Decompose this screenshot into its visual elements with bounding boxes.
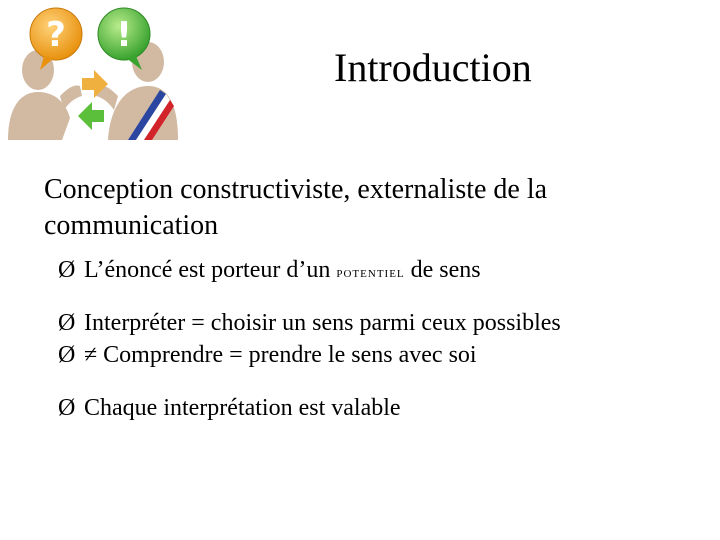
bullet-text-after: de sens	[404, 257, 481, 283]
bullet-arrow-icon: Ø	[58, 257, 76, 283]
bullet-item	[58, 255, 481, 289]
svg-text:?: ?	[46, 15, 66, 55]
bullet-arrow-icon: Ø	[58, 310, 76, 336]
bullet-text: ≠ Comprendre = prendre le sens avec soi	[84, 342, 477, 368]
bullet-text: Chaque interprétation est valable	[84, 395, 401, 421]
bullet-arrow-icon: Ø	[58, 395, 76, 421]
slide-title: Introduction	[334, 45, 532, 90]
slide-heading: Conception constructiviste, externaliste de la communication	[44, 174, 548, 241]
bullet-text-before: L’énoncé est porteur d’un	[84, 257, 337, 283]
bullet-text: Interpréter = choisir un sens parmi ceux possibles	[84, 310, 561, 336]
bullet-item	[58, 393, 401, 423]
bullet-item	[58, 308, 561, 338]
bullet-arrow-icon: Ø	[58, 342, 76, 368]
bullet-item	[58, 340, 477, 370]
bullet-emphasis: POTENTIEL	[336, 268, 405, 280]
svg-text:!: !	[116, 15, 132, 55]
dialogue-logo-icon	[0, 0, 185, 150]
